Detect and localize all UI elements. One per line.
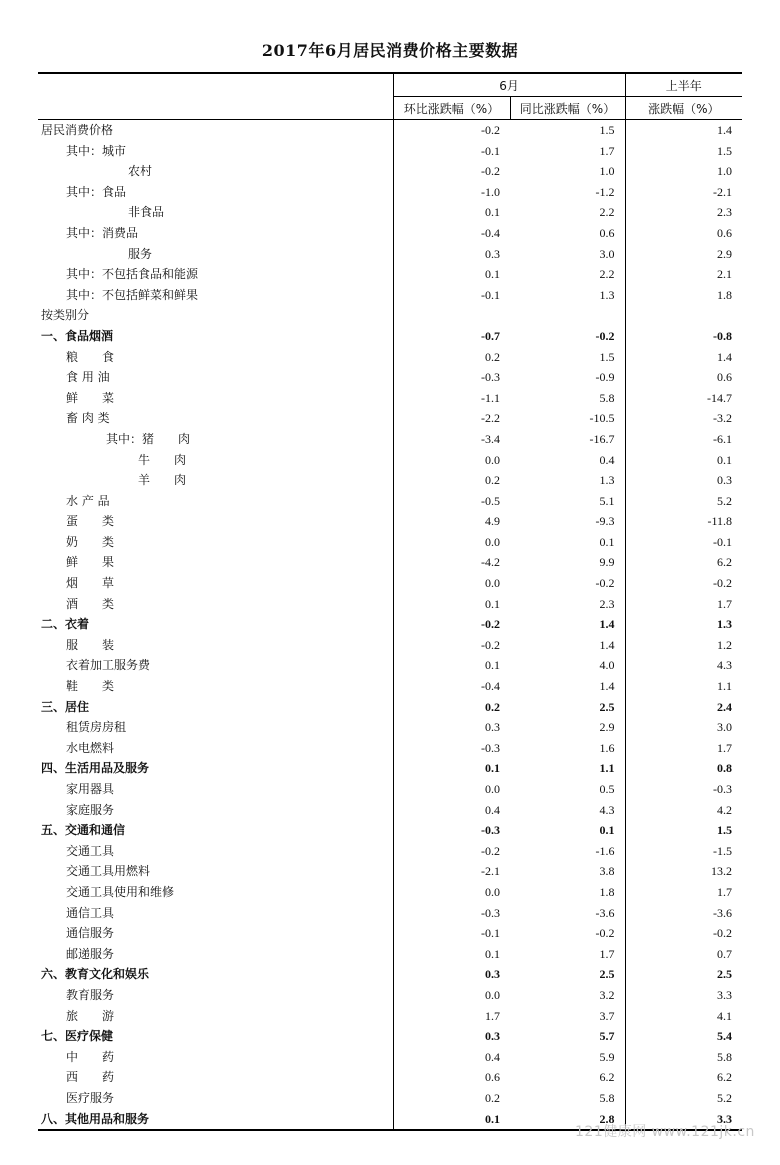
row-label: 八、其他用品和服务 bbox=[38, 1109, 393, 1131]
cell-h1: -11.8 bbox=[625, 511, 742, 532]
table-row bbox=[38, 861, 742, 882]
table-row bbox=[38, 985, 742, 1006]
cell-mom: 0.3 bbox=[393, 1026, 510, 1047]
cell-mom: -0.7 bbox=[393, 326, 510, 347]
row-label: 其中：猪 肉 bbox=[106, 431, 191, 446]
cell-h1: 5.2 bbox=[625, 491, 742, 512]
row-label: 农村 bbox=[128, 164, 153, 179]
cell-mom: 0.1 bbox=[393, 655, 510, 676]
table-row bbox=[38, 450, 742, 471]
cell-mom bbox=[393, 305, 510, 326]
row-label: 其中：不包括食品和能源 bbox=[66, 267, 199, 282]
cell-mom: -3.4 bbox=[393, 429, 510, 450]
table-row bbox=[38, 491, 742, 512]
cell-h1: 4.2 bbox=[625, 800, 742, 821]
cell-h1: -1.5 bbox=[625, 841, 742, 862]
table-row bbox=[38, 223, 742, 244]
cell-mom: 0.0 bbox=[393, 882, 510, 903]
cell-h1: 2.9 bbox=[625, 244, 742, 265]
cell-h1: 4.1 bbox=[625, 1006, 742, 1027]
row-label: 其中：消费品 bbox=[66, 225, 139, 240]
cell-h1: 2.5 bbox=[625, 964, 742, 985]
cell-h1: -6.1 bbox=[625, 429, 742, 450]
cell-yoy: 2.8 bbox=[510, 1109, 625, 1131]
table-body bbox=[38, 120, 742, 1131]
cell-h1: 6.2 bbox=[625, 552, 742, 573]
row-label: 一、食品烟酒 bbox=[41, 328, 114, 343]
cell-mom: 0.4 bbox=[393, 800, 510, 821]
header-blank bbox=[38, 73, 393, 97]
cell-yoy: 1.1 bbox=[599, 761, 615, 776]
row-label: 五、交通和通信 bbox=[41, 823, 126, 838]
table-row bbox=[38, 264, 742, 285]
cell-h1: 1.5 bbox=[625, 141, 742, 162]
cell-h1: 5.8 bbox=[625, 1047, 742, 1068]
table-row bbox=[38, 285, 742, 306]
row-label: 按类别分 bbox=[41, 308, 90, 323]
cell-yoy: 5.7 bbox=[599, 1029, 615, 1044]
cell-h1: 1.3 bbox=[625, 614, 742, 635]
cell-h1: 0.3 bbox=[625, 470, 742, 491]
cell-h1: 6.2 bbox=[625, 1067, 742, 1088]
header-group-june: 6月 bbox=[393, 73, 625, 97]
cell-h1: 3.0 bbox=[625, 717, 742, 738]
cell-h1: 3.3 bbox=[625, 1109, 742, 1131]
cell-h1: -2.1 bbox=[625, 182, 742, 203]
cell-yoy: 1.0 bbox=[599, 164, 615, 179]
page-title: 2017年6月居民消费价格主要数据 bbox=[261, 41, 519, 60]
cell-mom: 0.1 bbox=[393, 944, 510, 965]
cell-mom: -0.1 bbox=[393, 923, 510, 944]
cell-h1: 5.2 bbox=[625, 1088, 742, 1109]
cell-h1: 2.1 bbox=[625, 264, 742, 285]
cell-mom: 0.0 bbox=[393, 985, 510, 1006]
table-row bbox=[38, 1088, 742, 1109]
cell-mom: 0.0 bbox=[393, 450, 510, 471]
table-row bbox=[38, 717, 742, 738]
cell-mom: -0.2 bbox=[393, 635, 510, 656]
cell-yoy: 2.2 bbox=[599, 267, 615, 282]
table-row bbox=[38, 635, 742, 656]
cpi-table bbox=[38, 72, 742, 1131]
cell-h1: -0.2 bbox=[625, 573, 742, 594]
cell-h1: 13.2 bbox=[625, 861, 742, 882]
cell-mom: 0.2 bbox=[393, 1088, 510, 1109]
table-row bbox=[38, 614, 742, 635]
table-row bbox=[38, 120, 742, 141]
cell-yoy: 4.3 bbox=[599, 802, 615, 817]
row-label: 七、医疗保健 bbox=[41, 1029, 114, 1044]
cell-yoy: 0.1 bbox=[599, 823, 615, 838]
table-row bbox=[38, 882, 742, 903]
cell-mom: -2.2 bbox=[393, 408, 510, 429]
row-label: 四、生活用品及服务 bbox=[41, 761, 150, 776]
row-label: 二、衣着 bbox=[41, 617, 90, 632]
header-col-yoy: 同比涨跌幅（%） bbox=[510, 97, 625, 120]
table-row bbox=[38, 161, 742, 182]
cell-yoy: 3.8 bbox=[599, 864, 615, 879]
cell-h1: 2.3 bbox=[625, 202, 742, 223]
cell-yoy: 2.5 bbox=[599, 967, 615, 982]
table-row bbox=[38, 573, 742, 594]
cell-h1: 0.6 bbox=[625, 367, 742, 388]
row-label: 奶 类 bbox=[66, 534, 115, 549]
cell-h1: 4.3 bbox=[625, 655, 742, 676]
cell-yoy: 2.9 bbox=[599, 720, 615, 735]
cell-mom: 0.0 bbox=[393, 779, 510, 800]
row-label: 其中：不包括鲜菜和鲜果 bbox=[66, 287, 199, 302]
cell-mom: 0.6 bbox=[393, 1067, 510, 1088]
cell-yoy: 4.0 bbox=[599, 658, 615, 673]
cell-h1: -3.2 bbox=[625, 408, 742, 429]
cell-yoy: -1.2 bbox=[595, 184, 615, 199]
row-label: 租赁房房租 bbox=[66, 720, 127, 735]
cell-yoy: 0.4 bbox=[599, 452, 615, 467]
table-row bbox=[38, 141, 742, 162]
cell-h1: 1.4 bbox=[625, 120, 742, 141]
cell-yoy: -16.7 bbox=[589, 431, 615, 446]
table-row bbox=[38, 511, 742, 532]
cell-h1: -0.1 bbox=[625, 532, 742, 553]
cell-yoy: -0.2 bbox=[595, 576, 615, 591]
cell-h1: 0.1 bbox=[625, 450, 742, 471]
cell-mom: -0.3 bbox=[393, 738, 510, 759]
table-row bbox=[38, 202, 742, 223]
cell-mom: 0.0 bbox=[393, 573, 510, 594]
row-label: 食 用 油 bbox=[66, 370, 110, 385]
cell-yoy: 0.5 bbox=[599, 782, 615, 796]
watermark: 121健康网 www.121jk.cn bbox=[575, 1124, 755, 1140]
row-label: 羊 肉 bbox=[138, 473, 187, 488]
cell-mom: -0.3 bbox=[393, 367, 510, 388]
table-row bbox=[38, 655, 742, 676]
table-row bbox=[38, 1026, 742, 1047]
row-label: 六、教育文化和娱乐 bbox=[41, 967, 150, 982]
cell-h1: 1.7 bbox=[625, 594, 742, 615]
table-row bbox=[38, 388, 742, 409]
cell-yoy: -0.2 bbox=[595, 328, 615, 343]
cell-mom: -0.2 bbox=[393, 614, 510, 635]
table-row bbox=[38, 923, 742, 944]
cell-yoy: 5.9 bbox=[599, 1049, 615, 1064]
cell-h1: 1.0 bbox=[625, 161, 742, 182]
row-label: 中 药 bbox=[66, 1049, 115, 1064]
row-label: 鲜 菜 bbox=[66, 390, 115, 405]
cell-yoy: 2.5 bbox=[599, 699, 615, 714]
row-label: 粮 食 bbox=[66, 349, 115, 364]
table-row bbox=[38, 367, 742, 388]
cell-h1: 1.5 bbox=[625, 820, 742, 841]
cell-mom: 0.1 bbox=[393, 594, 510, 615]
row-label: 服 装 bbox=[66, 637, 115, 652]
row-label: 衣着加工服务费 bbox=[66, 658, 151, 673]
table-row bbox=[38, 305, 742, 326]
table-row bbox=[38, 841, 742, 862]
row-label: 服务 bbox=[128, 246, 153, 261]
cell-yoy: 1.7 bbox=[599, 143, 615, 158]
cell-mom: -0.4 bbox=[393, 223, 510, 244]
table-row bbox=[38, 347, 742, 368]
cell-mom: -1.1 bbox=[393, 388, 510, 409]
header-col-h1: 涨跌幅（%） bbox=[625, 97, 742, 120]
cell-yoy: 1.5 bbox=[599, 123, 615, 137]
cell-mom: 4.9 bbox=[393, 511, 510, 532]
cell-mom: 0.4 bbox=[393, 1047, 510, 1068]
table-row bbox=[38, 1067, 742, 1088]
cell-mom: 0.1 bbox=[393, 264, 510, 285]
cell-h1: 1.7 bbox=[625, 738, 742, 759]
cell-mom: -2.1 bbox=[393, 861, 510, 882]
table-row bbox=[38, 182, 742, 203]
row-label: 家用器具 bbox=[66, 782, 115, 796]
cell-yoy: -3.6 bbox=[595, 905, 615, 920]
cell-h1: 1.4 bbox=[625, 347, 742, 368]
row-label: 烟 草 bbox=[66, 576, 115, 591]
cell-mom: -0.2 bbox=[393, 841, 510, 862]
table-row bbox=[38, 244, 742, 265]
cell-h1: 0.8 bbox=[625, 758, 742, 779]
cell-yoy: -10.5 bbox=[589, 411, 615, 426]
header-row-groups bbox=[38, 73, 742, 97]
cell-mom: 0.0 bbox=[393, 532, 510, 553]
cell-mom: 0.3 bbox=[393, 244, 510, 265]
cell-h1: -0.8 bbox=[625, 326, 742, 347]
row-label: 交通工具用燃料 bbox=[66, 864, 151, 879]
cell-h1: 1.7 bbox=[625, 882, 742, 903]
table-row bbox=[38, 800, 742, 821]
table-row bbox=[38, 470, 742, 491]
cell-yoy: 3.2 bbox=[599, 987, 615, 1002]
table-row bbox=[38, 1006, 742, 1027]
row-label: 其中：城市 bbox=[66, 143, 127, 158]
cell-mom: -0.4 bbox=[393, 676, 510, 697]
cell-yoy: 0.1 bbox=[599, 534, 615, 549]
table-row bbox=[38, 326, 742, 347]
cpi-table-container bbox=[38, 72, 742, 1131]
table-row bbox=[38, 408, 742, 429]
row-label: 教育服务 bbox=[66, 987, 115, 1002]
row-label: 蛋 类 bbox=[66, 514, 115, 529]
cell-yoy: 5.8 bbox=[599, 390, 615, 405]
cell-h1: 0.6 bbox=[625, 223, 742, 244]
table-row bbox=[38, 532, 742, 553]
row-label: 邮递服务 bbox=[66, 946, 115, 961]
cell-h1: 1.2 bbox=[625, 635, 742, 656]
cell-mom: -0.2 bbox=[393, 120, 510, 141]
cell-yoy: 1.4 bbox=[599, 679, 615, 694]
cell-yoy: 1.6 bbox=[599, 740, 615, 755]
table-row bbox=[38, 552, 742, 573]
row-label: 通信工具 bbox=[66, 905, 115, 920]
cell-yoy: -0.9 bbox=[595, 370, 615, 385]
row-label: 三、居住 bbox=[41, 699, 90, 714]
cell-mom: 0.2 bbox=[393, 347, 510, 368]
cell-yoy: 1.4 bbox=[599, 617, 615, 632]
cell-mom: -0.1 bbox=[393, 141, 510, 162]
cell-h1: -0.3 bbox=[625, 779, 742, 800]
cell-h1: 2.4 bbox=[625, 697, 742, 718]
cell-mom: -1.0 bbox=[393, 182, 510, 203]
row-label: 酒 类 bbox=[66, 596, 115, 611]
row-label: 鞋 类 bbox=[66, 679, 115, 694]
cell-h1: -14.7 bbox=[625, 388, 742, 409]
cell-h1 bbox=[625, 305, 742, 326]
cell-yoy: 1.3 bbox=[599, 473, 615, 488]
row-label: 交通工具 bbox=[66, 843, 115, 858]
row-label: 牛 肉 bbox=[138, 452, 187, 467]
row-label: 非食品 bbox=[128, 205, 165, 220]
cell-h1: -0.2 bbox=[625, 923, 742, 944]
cell-mom: 0.3 bbox=[393, 964, 510, 985]
cell-mom: 0.1 bbox=[393, 1109, 510, 1131]
cell-h1: -3.6 bbox=[625, 903, 742, 924]
row-label: 医疗服务 bbox=[66, 1090, 115, 1105]
row-label: 通信服务 bbox=[66, 926, 115, 941]
cell-h1: 0.7 bbox=[625, 944, 742, 965]
cell-mom: -0.5 bbox=[393, 491, 510, 512]
cell-yoy: 0.6 bbox=[599, 225, 615, 240]
row-label: 鲜 果 bbox=[66, 555, 115, 570]
header-blank-2 bbox=[38, 97, 393, 120]
cell-mom: 0.1 bbox=[393, 202, 510, 223]
cell-h1: 5.4 bbox=[625, 1026, 742, 1047]
cell-yoy: -1.6 bbox=[595, 843, 615, 858]
cell-mom: -0.3 bbox=[393, 820, 510, 841]
cell-yoy: 1.4 bbox=[599, 637, 615, 652]
cell-mom: -4.2 bbox=[393, 552, 510, 573]
cell-mom: -0.1 bbox=[393, 285, 510, 306]
table-row bbox=[38, 697, 742, 718]
header-group-h1: 上半年 bbox=[625, 73, 742, 97]
cell-h1: 3.3 bbox=[625, 985, 742, 1006]
row-label: 水电燃料 bbox=[66, 740, 115, 755]
table-row bbox=[38, 964, 742, 985]
cell-yoy: -9.3 bbox=[595, 514, 615, 529]
cell-mom: 1.7 bbox=[393, 1006, 510, 1027]
row-label: 西 药 bbox=[66, 1070, 115, 1085]
cell-yoy: 5.1 bbox=[599, 493, 615, 508]
cell-mom: -0.3 bbox=[393, 903, 510, 924]
cell-yoy: 2.3 bbox=[599, 596, 615, 611]
cell-mom: 0.2 bbox=[393, 697, 510, 718]
row-label: 居民消费价格 bbox=[41, 123, 114, 137]
row-label: 旅 游 bbox=[66, 1008, 115, 1023]
cell-yoy: -0.2 bbox=[595, 926, 615, 941]
cell-yoy: 5.8 bbox=[599, 1090, 615, 1105]
row-label: 其中：食品 bbox=[66, 184, 127, 199]
table-row bbox=[38, 944, 742, 965]
cell-h1: 1.1 bbox=[625, 676, 742, 697]
cell-yoy: 6.2 bbox=[599, 1070, 615, 1085]
row-label: 交通工具使用和维修 bbox=[66, 884, 175, 899]
row-label: 畜 肉 类 bbox=[66, 411, 110, 426]
header-row-columns bbox=[38, 97, 742, 120]
cell-mom: 0.3 bbox=[393, 717, 510, 738]
cell-yoy: 3.7 bbox=[599, 1008, 615, 1023]
cell-yoy: 1.8 bbox=[599, 884, 615, 899]
cell-yoy: 1.7 bbox=[599, 946, 615, 961]
cell-yoy: 1.5 bbox=[599, 349, 615, 364]
row-label: 家庭服务 bbox=[66, 802, 115, 817]
table-row bbox=[38, 820, 742, 841]
cell-yoy: 1.3 bbox=[599, 287, 615, 302]
cell-mom: -0.2 bbox=[393, 161, 510, 182]
table-row bbox=[38, 594, 742, 615]
table-row bbox=[38, 676, 742, 697]
table-row bbox=[38, 758, 742, 779]
cell-yoy: 2.2 bbox=[599, 205, 615, 220]
cell-h1: 1.8 bbox=[625, 285, 742, 306]
table-row bbox=[38, 1047, 742, 1068]
cell-mom: 0.2 bbox=[393, 470, 510, 491]
table-row bbox=[38, 738, 742, 759]
table-row bbox=[38, 779, 742, 800]
cell-mom: 0.1 bbox=[393, 758, 510, 779]
cell-yoy: 3.0 bbox=[599, 246, 615, 261]
row-label: 水 产 品 bbox=[66, 493, 110, 508]
cell-yoy bbox=[510, 305, 625, 326]
header-col-mom: 环比涨跌幅（%） bbox=[393, 97, 510, 120]
table-row bbox=[38, 429, 742, 450]
cell-yoy: 9.9 bbox=[599, 555, 615, 570]
table-row bbox=[38, 903, 742, 924]
